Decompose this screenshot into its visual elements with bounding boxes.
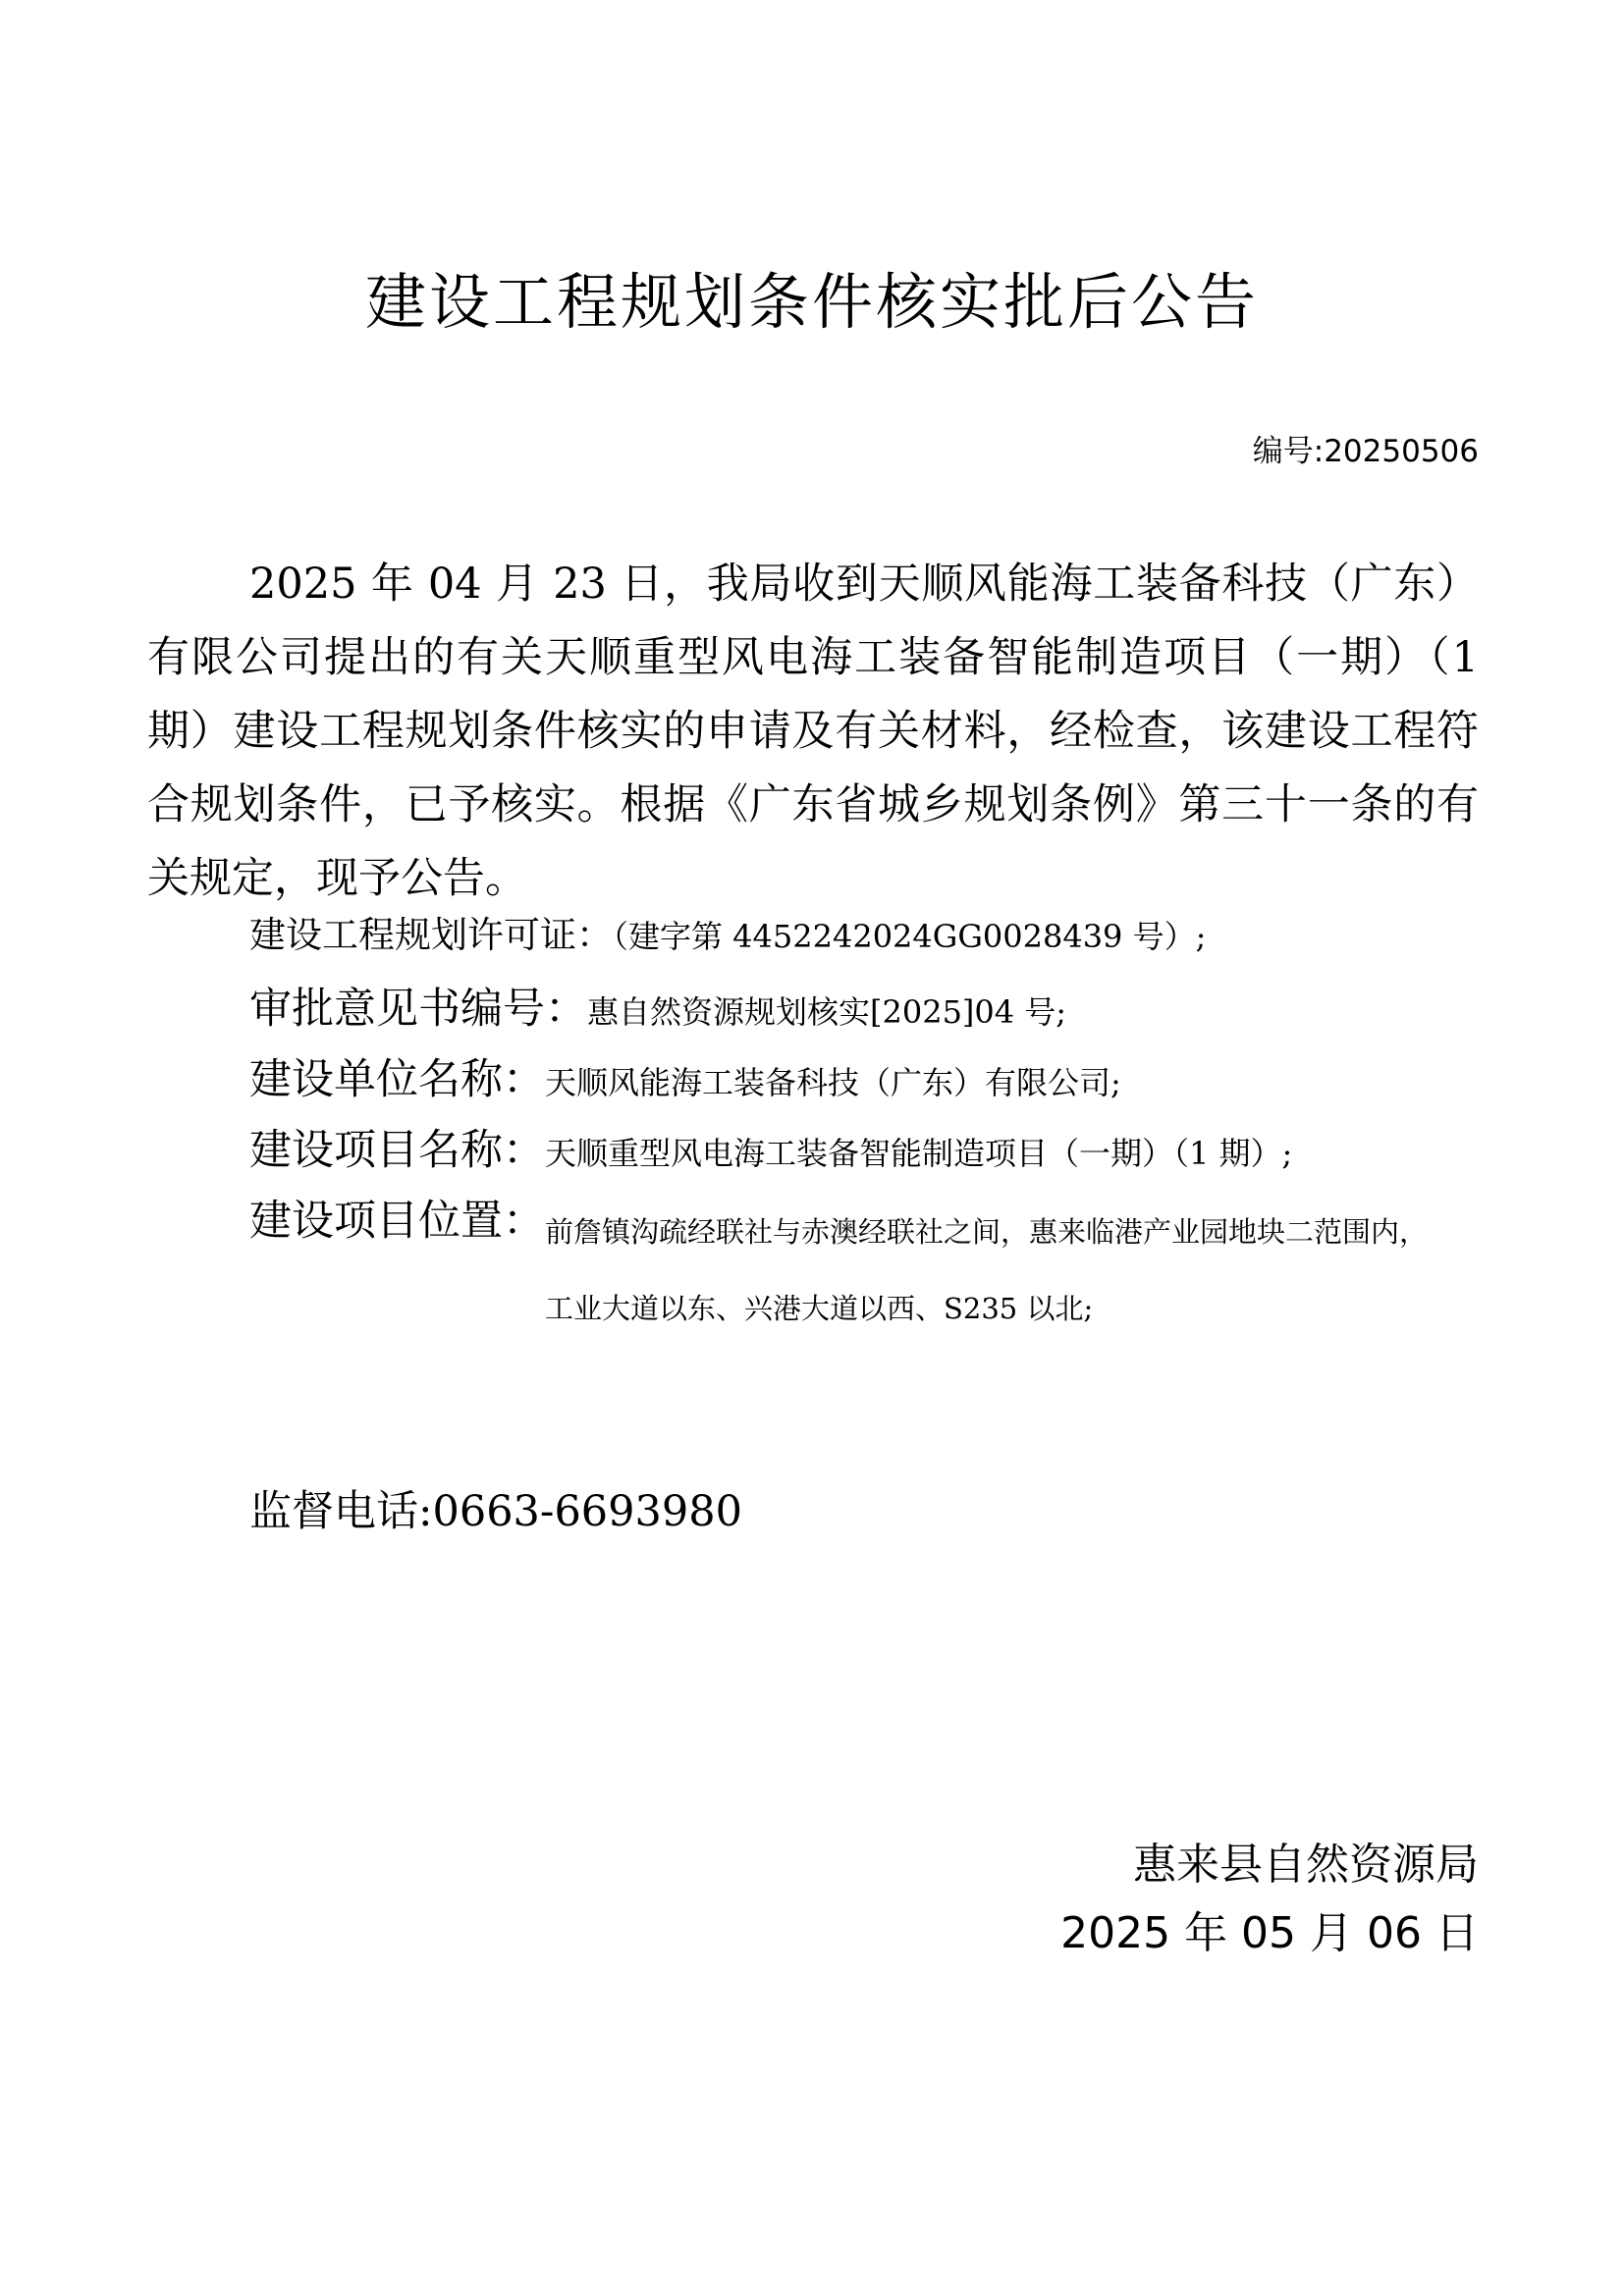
page-title: 建设工程规划条件核实批后公告	[364, 266, 1259, 338]
field-approval	[249, 982, 1066, 1045]
field-label-permit: 建设工程规划许可证：	[249, 914, 613, 956]
field-label-unit: 建设单位名称：	[249, 1055, 545, 1104]
field-value-unit: 天顺风能海工装备科技（广东）有限公司;	[545, 1064, 1121, 1101]
field-project	[249, 1123, 1292, 1187]
supervision-hotline: 监督电话:0663-6693980	[249, 1487, 742, 1536]
field-value-project: 天顺重型风电海工装备智能制造项目（一期）（1 期）;	[545, 1135, 1293, 1172]
field-label-project: 建设项目名称：	[249, 1126, 545, 1175]
announcement-body: 2025 年 04 月 23 日，我局收到天顺风能海工装备科技（广东）有限公司提出的有关天顺重型风电海工装备智能制造项目（一期）（1 期）建设工程规划条件核实的申请及有关材料，经检查，该建设工程符合规划条件，已予核实。根据《广东省城乡规划条例》第三十一条的有关规定，现予公告。	[147, 560, 1479, 903]
field-value-location: 前詹镇沟疏经联社与赤澳经联社之间，惠来临港产业园地块二范围内，工业大道以东、兴港大道以西、S235 以北;	[545, 1215, 1429, 1325]
field-unit	[249, 1052, 1121, 1116]
document-number: 编号:20250506	[1252, 434, 1479, 469]
field-location	[249, 1194, 1438, 1347]
field-permit	[249, 908, 1206, 970]
field-value-permit: （建字第 4452242024GG0028439 号）;	[613, 918, 1207, 955]
field-value-approval: 惠自然资源规划核实[2025]04 号;	[587, 993, 1067, 1031]
field-label-approval: 审批意见书编号：	[249, 985, 587, 1034]
signature-organization: 惠来县自然资源局	[1133, 1840, 1479, 1890]
field-label-location: 建设项目位置：	[249, 1197, 545, 1246]
signature-date: 2025 年 05 月 06 日	[1060, 1908, 1479, 1958]
